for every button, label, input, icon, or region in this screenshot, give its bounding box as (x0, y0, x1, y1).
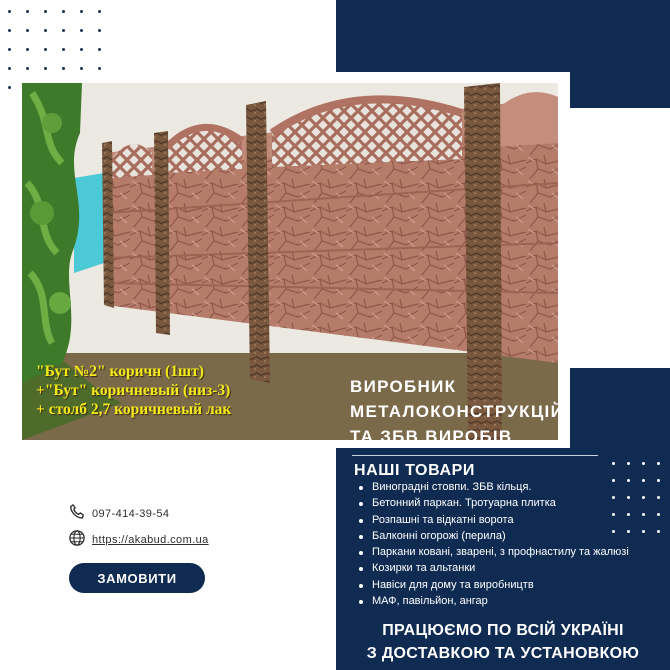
dot (8, 86, 11, 89)
dot (8, 29, 11, 32)
photo-caption (36, 362, 336, 419)
dot (98, 10, 101, 13)
dot (612, 462, 615, 465)
dot (642, 513, 645, 516)
dot (657, 530, 660, 533)
caption-line: "Бут №2" коричн (1шт) (36, 363, 204, 380)
dot (80, 10, 83, 13)
caption-line: +"Бут" коричневый (низ-3) (36, 382, 231, 399)
dot (612, 479, 615, 482)
goods-list-item: МАФ, павільйон, ангар (357, 593, 667, 609)
dot (612, 496, 615, 499)
dot (642, 530, 645, 533)
heading-line: ТА ЗБВ ВИРОБІВ (350, 427, 513, 446)
order-button[interactable]: ЗАМОВИТИ (69, 563, 205, 593)
dot (44, 10, 47, 13)
dot (8, 48, 11, 51)
goods-list-item: Козирки та альтанки (357, 560, 667, 576)
heading-line: МЕТАЛОКОНСТРУКЦІЙ (350, 402, 565, 421)
goods-title: НАШІ ТОВАРИ (354, 462, 475, 479)
dot (62, 67, 65, 70)
dot (98, 29, 101, 32)
dot (62, 48, 65, 51)
dot (26, 48, 29, 51)
phone-number[interactable]: 097-414-39-54 (92, 507, 170, 520)
divider (352, 455, 598, 456)
dot (627, 462, 630, 465)
dot (657, 479, 660, 482)
goods-list-item: Балконні огорожі (перила) (357, 528, 667, 544)
phone-icon (68, 503, 86, 524)
dot (612, 530, 615, 533)
dot (627, 496, 630, 499)
dot (612, 513, 615, 516)
dot (642, 479, 645, 482)
dot (26, 10, 29, 13)
dot (8, 67, 11, 70)
dot (80, 29, 83, 32)
website-link[interactable]: https://akabud.com.ua (92, 533, 209, 546)
dot (26, 67, 29, 70)
dot (80, 67, 83, 70)
dot (62, 29, 65, 32)
dot (627, 479, 630, 482)
dot (657, 513, 660, 516)
dot (627, 530, 630, 533)
contact-website[interactable] (68, 529, 209, 550)
goods-list-item: Розпашні та відкатні ворота (357, 512, 667, 528)
dot (642, 496, 645, 499)
dot (657, 462, 660, 465)
dot (642, 462, 645, 465)
dot (62, 10, 65, 13)
decorative-dot-grid (612, 462, 660, 533)
slogan-line: ПРАЦЮЄМО ПО ВСІЙ УКРАЇНІ (382, 622, 624, 639)
dot (80, 48, 83, 51)
globe-icon (68, 529, 86, 550)
dot (657, 496, 660, 499)
goods-list-item: Навіси для дому та виробництв (357, 577, 667, 593)
dot (44, 48, 47, 51)
dot (98, 67, 101, 70)
dot (44, 29, 47, 32)
goods-list-item: Бетонний паркан. Тротуарна плитка (357, 495, 667, 511)
slogan-line: З ДОСТАВКОЮ ТА УСТАНОВКОЮ (366, 645, 640, 662)
dot (44, 67, 47, 70)
caption-line: + столб 2,7 коричневый лак (36, 401, 232, 418)
dot (26, 29, 29, 32)
slogan (336, 619, 670, 665)
company-heading (350, 374, 660, 449)
contact-phone[interactable] (68, 503, 169, 524)
goods-list-item: Виноградні стовпи. ЗБВ кільця. (357, 479, 667, 495)
dot (8, 10, 11, 13)
dot (98, 48, 101, 51)
dot (627, 513, 630, 516)
heading-line: ВИРОБНИК (350, 377, 457, 396)
goods-list-item: Паркани ковані, зварені, з профнастилу та жалюзі (357, 544, 667, 560)
